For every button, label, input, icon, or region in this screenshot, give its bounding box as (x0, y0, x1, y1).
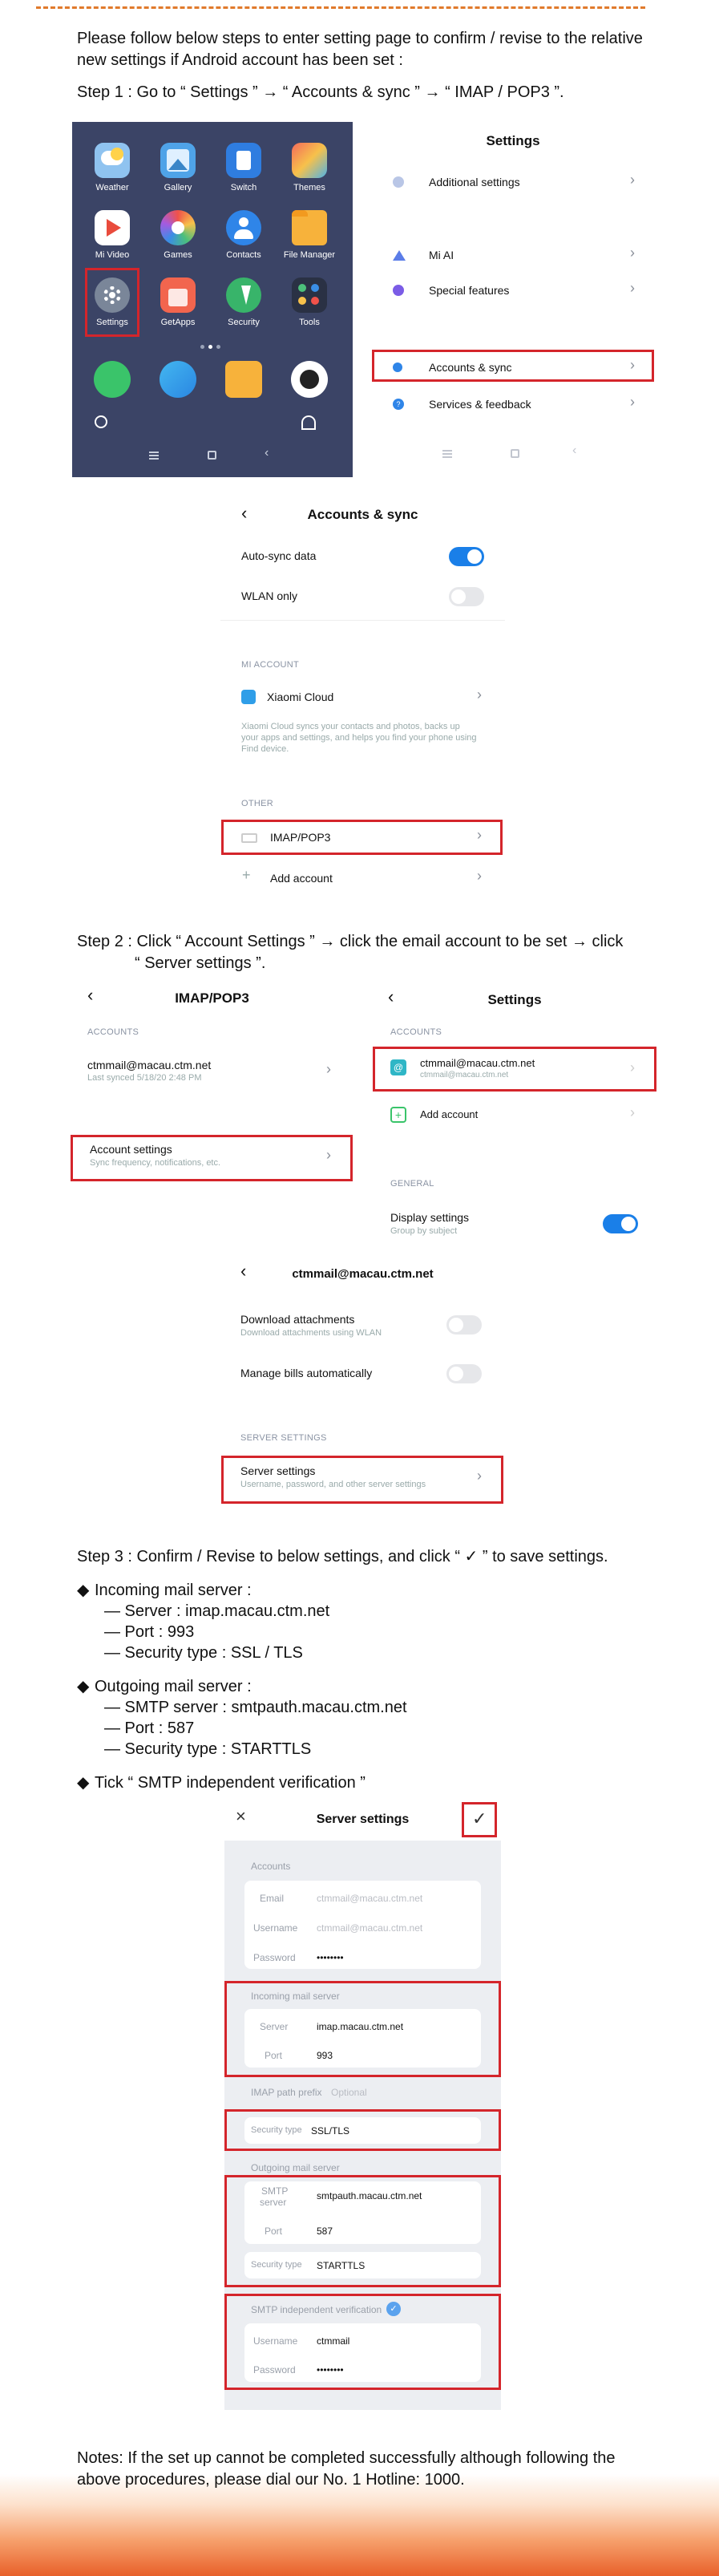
display-settings-toggle[interactable] (603, 1214, 638, 1233)
settings-item-label[interactable]: Services & feedback (429, 398, 531, 411)
chevron-right-icon: › (477, 827, 482, 843)
imap-prefix-label: IMAP path prefix (251, 2087, 322, 2098)
account-email[interactable]: ctmmail@macau.ctm.net (87, 1059, 212, 1071)
incoming-title: Incoming mail server : (95, 1582, 252, 1599)
back-nav-icon[interactable]: ‹ (265, 446, 269, 460)
step3-text: Step 3 : Confirm / Revise to below settings, and click “ ✓ ” to save settings. (77, 1548, 608, 1565)
cloud-description-line: Xiaomi Cloud syncs your contacts and photos, backs up (241, 722, 460, 731)
account-settings-label[interactable]: Account settings (90, 1143, 172, 1156)
app-label-themes: Themes (293, 183, 325, 192)
tick-instruction: Tick “ SMTP independent verification ” (95, 1774, 366, 1792)
imap-pop3-label[interactable]: IMAP/POP3 (270, 831, 331, 844)
chevron-right-icon: › (630, 245, 635, 261)
chevron-right-icon: › (326, 1061, 331, 1077)
browser-icon[interactable] (160, 361, 196, 398)
chevron-right-icon: › (630, 394, 635, 410)
cloud-description-line: Find device. (241, 744, 289, 754)
home-screen (72, 122, 353, 477)
accounts-header: ACCOUNTS (87, 1027, 139, 1037)
security-type-select[interactable]: SSL/TLS (311, 2125, 350, 2137)
auto-sync-label: Auto-sync data (241, 549, 317, 562)
imap-pop3-screen (70, 982, 354, 1191)
security-shield-icon[interactable] (226, 277, 261, 313)
close-icon[interactable]: × (236, 1806, 246, 1826)
back-nav-icon[interactable]: ‹ (572, 444, 577, 457)
accounts-header: ACCOUNTS (390, 1027, 442, 1037)
app-label-file-manager: File Manager (283, 250, 336, 260)
settings-item-label[interactable]: Additional settings (429, 176, 520, 188)
diamond-bullet-icon: ◆ (77, 1678, 90, 1695)
last-synced-text: Last synced 5/18/20 2:48 PM (87, 1073, 202, 1083)
server-settings-label[interactable]: Server settings (240, 1464, 316, 1477)
server-settings-sub: Username, password, and other server settings (240, 1480, 426, 1489)
tools-icon[interactable] (292, 277, 327, 313)
file-manager-icon[interactable] (292, 210, 327, 245)
messages-icon[interactable] (225, 361, 262, 398)
account-settings-sub: Sync frequency, notifications, etc. (90, 1158, 221, 1168)
accounts-sync-title: Accounts & sync (307, 507, 418, 522)
server-settings-header: SERVER SETTINGS (240, 1433, 327, 1443)
page-dot (216, 345, 220, 349)
imap-title: IMAP/POP3 (175, 990, 249, 1006)
incoming-section-header: Incoming mail server (251, 1991, 340, 2002)
username-label: Username (253, 1922, 298, 1934)
server-settings-screen (224, 1800, 501, 2410)
step1-text: Step 1 : Go to “ Settings ” → “ Accounts & sync ” → “ IMAP / POP3 ”. (77, 83, 564, 101)
mi-video-icon[interactable] (95, 210, 130, 245)
port-label: Port (265, 2050, 283, 2061)
cloud-description-line: your apps and settings, and helps you find your phone using (241, 733, 477, 743)
smtp-verification-checkbox[interactable]: ✓ (386, 2302, 401, 2316)
back-arrow-icon[interactable]: ‹ (241, 503, 248, 523)
mail-settings-title: Settings (487, 992, 542, 1007)
settings-item-label[interactable]: Mi AI (429, 249, 454, 261)
smtp-verification-label: SMTP independent verification (251, 2304, 382, 2315)
mail-settings-screen (370, 982, 659, 1247)
phone-icon[interactable] (94, 361, 131, 398)
account-detail-title: ctmmail@macau.ctm.net (292, 1267, 434, 1281)
verify-password-field[interactable]: •••••••• (317, 2364, 344, 2376)
step2-line-1: Step 2 : Click “ Account Settings ” → click the email account to be set → click (77, 933, 624, 950)
out-port-label: Port (265, 2226, 283, 2237)
additional-settings-icon (393, 176, 404, 188)
account-detail-screen (220, 1259, 505, 1509)
email-label: Email (260, 1893, 285, 1904)
general-header: GENERAL (390, 1179, 434, 1189)
add-account-label[interactable]: Add account (270, 872, 333, 885)
imap-prefix-field[interactable]: Optional (331, 2087, 367, 2098)
smtp-server-field[interactable]: smtpauth.macau.ctm.net (317, 2190, 422, 2201)
account-settings-highlight-box (71, 1135, 353, 1181)
contacts-icon[interactable] (226, 210, 261, 245)
server-label: Server (260, 2021, 289, 2032)
verify-password-label: Password (253, 2364, 296, 2376)
chevron-right-icon: › (630, 1104, 635, 1120)
app-label-settings: Settings (96, 318, 128, 327)
wlan-only-toggle[interactable] (449, 587, 484, 606)
outgoing-line: — Security type : STARTTLS (104, 1740, 312, 1758)
security-type-label: Security type (251, 2125, 302, 2135)
wlan-only-label: WLAN only (241, 589, 298, 602)
at-sign-icon: @ (390, 1059, 406, 1075)
top-dashed-rule (36, 6, 645, 9)
home-nav-icon[interactable] (511, 449, 519, 458)
gallery-icon[interactable] (160, 143, 196, 178)
incoming-line: — Server : imap.macau.ctm.net (104, 1602, 330, 1620)
chevron-right-icon: › (630, 172, 635, 188)
server-settings-highlight-box (221, 1456, 503, 1504)
email-field[interactable]: ctmmail@macau.ctm.net (317, 1893, 423, 1904)
incoming-line: — Security type : SSL / TLS (104, 1644, 303, 1662)
add-account-label[interactable]: Add account (420, 1108, 479, 1120)
port-field[interactable]: 993 (317, 2050, 333, 2061)
other-header: OTHER (241, 799, 273, 808)
page-dot-active (208, 345, 212, 349)
app-label-weather: Weather (95, 183, 129, 192)
out-security-label: Security type (251, 2260, 302, 2270)
intro-line-2: new settings if Android account has been set : (77, 51, 403, 69)
back-arrow-icon[interactable]: ‹ (388, 986, 394, 1007)
search-icon[interactable] (95, 415, 107, 428)
page-dot (200, 345, 204, 349)
chevron-right-icon: › (477, 1468, 482, 1484)
accounts-sync-highlight-box (372, 350, 654, 382)
step2-line-2: “ Server settings ”. (135, 954, 266, 972)
download-attachments-toggle[interactable] (446, 1315, 482, 1335)
app-label-tools: Tools (299, 318, 320, 327)
app-label-contacts: Contacts (226, 250, 261, 260)
auto-sync-toggle[interactable] (449, 547, 484, 566)
app-label-security: Security (228, 318, 260, 327)
out-port-field[interactable]: 587 (317, 2226, 333, 2237)
email-account-highlight-box (373, 1047, 656, 1092)
back-arrow-icon[interactable]: ‹ (240, 1261, 247, 1281)
account-email-sub: ctmmail@macau.ctm.net (420, 1071, 509, 1079)
manage-bills-label: Manage bills automatically (240, 1367, 373, 1379)
checkmark-icon[interactable]: ✓ (472, 1808, 487, 1829)
password-label: Password (253, 1952, 296, 1963)
outgoing-line: — SMTP server : smtpauth.macau.ctm.net (104, 1699, 407, 1716)
intro-line-1: Please follow below steps to enter setting page to confirm / revise to the relative (77, 30, 643, 47)
chevron-right-icon: › (477, 687, 482, 703)
camera-icon[interactable] (291, 361, 328, 398)
switch-icon[interactable] (226, 143, 261, 178)
menu-nav-icon[interactable] (149, 455, 159, 456)
app-label-games: Games (164, 250, 192, 260)
back-arrow-icon[interactable]: ‹ (87, 985, 94, 1005)
notes-line-1: Notes: If the set up cannot be completed successfully although following the (77, 2449, 616, 2467)
menu-nav-icon[interactable] (442, 453, 452, 455)
notes-line-2: above procedures, please dial our No. 1 Hotline: 1000. (77, 2471, 465, 2489)
special-features-icon (393, 285, 404, 296)
settings-screen (369, 122, 657, 477)
getapps-icon[interactable] (160, 277, 196, 313)
xiaomi-cloud-label[interactable]: Xiaomi Cloud (267, 691, 334, 703)
chevron-right-icon: › (477, 868, 482, 884)
chevron-right-icon: › (630, 1059, 635, 1075)
password-field[interactable]: •••••••• (317, 1952, 344, 1963)
manage-bills-toggle[interactable] (446, 1364, 482, 1383)
server-settings-title: Server settings (316, 1813, 410, 1826)
plus-icon: + (242, 867, 251, 883)
incoming-line: — Port : 993 (104, 1623, 195, 1641)
assistant-icon[interactable] (301, 415, 316, 430)
app-label-mi-video: Mi Video (95, 250, 130, 260)
account-email[interactable]: ctmmail@macau.ctm.net (420, 1057, 535, 1069)
diamond-bullet-icon: ◆ (77, 1582, 90, 1599)
app-label-switch: Switch (230, 183, 257, 192)
smtp-server-label: SMTP (261, 2185, 289, 2197)
accounts-sync-screen (220, 493, 505, 894)
chevron-right-icon: › (630, 280, 635, 296)
plus-icon: + (390, 1107, 406, 1123)
display-settings-label: Display settings (390, 1211, 470, 1224)
cloud-icon (241, 690, 256, 704)
chevron-right-icon: › (630, 357, 635, 373)
smtp-server-label: server (260, 2197, 287, 2208)
games-icon[interactable] (160, 210, 196, 245)
download-attachments-sub: Download attachments using WLAN (240, 1328, 382, 1338)
display-settings-sub: Group by subject (390, 1226, 458, 1236)
settings-highlight-box (85, 268, 139, 337)
themes-icon[interactable] (292, 143, 327, 178)
server-field[interactable]: imap.macau.ctm.net (317, 2021, 404, 2032)
mi-account-header: MI ACCOUNT (241, 660, 300, 670)
mi-ai-icon (393, 250, 406, 261)
username-field[interactable]: ctmmail@macau.ctm.net (317, 1922, 423, 1934)
verify-username-field[interactable]: ctmmail (317, 2335, 350, 2347)
help-icon: ? (393, 399, 404, 410)
verify-username-label: Username (253, 2335, 298, 2347)
imap-pop3-highlight-box (221, 820, 503, 855)
outgoing-line: — Port : 587 (104, 1719, 195, 1737)
app-label-gallery: Gallery (164, 183, 192, 192)
app-label-getapps: GetApps (160, 318, 196, 327)
divider (220, 620, 505, 621)
outgoing-title: Outgoing mail server : (95, 1678, 252, 1695)
out-security-select[interactable]: STARTTLS (317, 2260, 366, 2271)
home-nav-icon[interactable] (208, 451, 216, 460)
settings-item-label[interactable]: Special features (429, 284, 510, 297)
outgoing-section-header: Outgoing mail server (251, 2162, 340, 2173)
accounts-section-header: Accounts (251, 1861, 291, 1872)
chevron-right-icon: › (326, 1147, 331, 1163)
weather-icon[interactable] (95, 143, 130, 178)
diamond-bullet-icon: ◆ (77, 1774, 90, 1792)
download-attachments-label: Download attachments (240, 1313, 355, 1326)
settings-title: Settings (486, 133, 540, 148)
settings-item-label[interactable]: Accounts & sync (429, 361, 512, 374)
